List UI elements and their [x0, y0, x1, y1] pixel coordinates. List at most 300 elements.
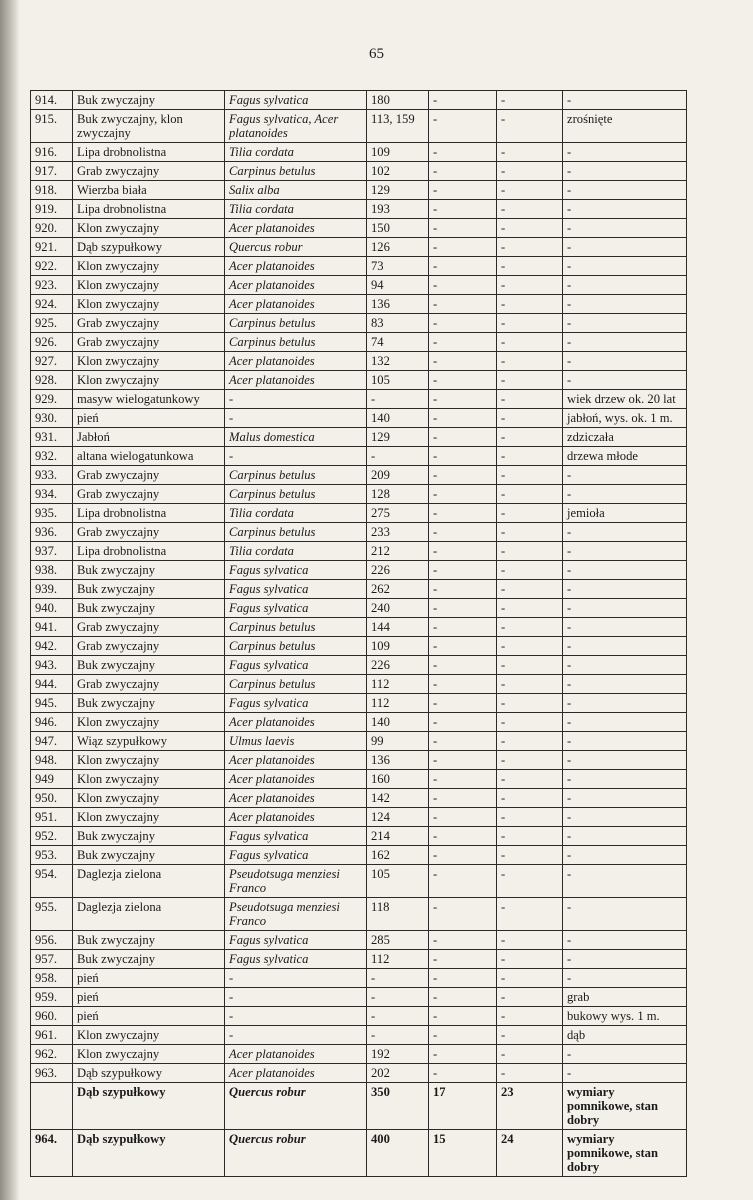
value-column-1: - — [429, 314, 497, 333]
remarks: - — [563, 580, 687, 599]
latin-name: Quercus robur — [225, 238, 367, 257]
table-row — [31, 969, 687, 988]
book-binding-shadow — [0, 0, 20, 1200]
value-column-1: - — [429, 950, 497, 969]
row-number: 952. — [31, 827, 73, 846]
value-column-2: - — [497, 950, 563, 969]
table-row — [31, 950, 687, 969]
row-number: 926. — [31, 333, 73, 352]
row-number: 916. — [31, 143, 73, 162]
circumference: 83 — [367, 314, 429, 333]
value-column-2: - — [497, 200, 563, 219]
latin-name: Acer platanoides — [225, 276, 367, 295]
value-column-2: - — [497, 143, 563, 162]
remarks: - — [563, 485, 687, 504]
value-column-2: - — [497, 694, 563, 713]
value-column-2: - — [497, 162, 563, 181]
row-number: 944. — [31, 675, 73, 694]
value-column-2: - — [497, 1045, 563, 1064]
species-name: Klon zwyczajny — [73, 770, 225, 789]
value-column-1: - — [429, 808, 497, 827]
row-number: 931. — [31, 428, 73, 447]
species-name: altana wielogatunkowa — [73, 447, 225, 466]
latin-name: Acer platanoides — [225, 789, 367, 808]
species-name: Grab zwyczajny — [73, 485, 225, 504]
value-column-1: - — [429, 352, 497, 371]
circumference: 202 — [367, 1064, 429, 1083]
value-column-2: - — [497, 865, 563, 898]
row-number: 938. — [31, 561, 73, 580]
value-column-1: - — [429, 110, 497, 143]
value-column-2: - — [497, 238, 563, 257]
circumference: 113, 159 — [367, 110, 429, 143]
remarks: - — [563, 751, 687, 770]
circumference: 74 — [367, 333, 429, 352]
species-name: masyw wielogatunkowy — [73, 390, 225, 409]
species-name: Klon zwyczajny — [73, 808, 225, 827]
row-number: 961. — [31, 1026, 73, 1045]
table-row — [31, 447, 687, 466]
species-name: Buk zwyczajny — [73, 931, 225, 950]
circumference: 112 — [367, 675, 429, 694]
remarks: - — [563, 732, 687, 751]
value-column-2: 24 — [497, 1130, 563, 1177]
row-number: 949 — [31, 770, 73, 789]
species-name: Lipa drobnolistna — [73, 143, 225, 162]
remarks: - — [563, 675, 687, 694]
species-name: Dąb szypułkowy — [73, 1083, 225, 1130]
row-number: 950. — [31, 789, 73, 808]
circumference: - — [367, 1007, 429, 1026]
value-column-1: - — [429, 238, 497, 257]
value-column-1: - — [429, 637, 497, 656]
species-name: Buk zwyczajny — [73, 694, 225, 713]
value-column-2: - — [497, 352, 563, 371]
species-name: Grab zwyczajny — [73, 618, 225, 637]
table-row — [31, 898, 687, 931]
value-column-1: - — [429, 580, 497, 599]
table-row — [31, 238, 687, 257]
species-name: Klon zwyczajny — [73, 219, 225, 238]
row-number: 947. — [31, 732, 73, 751]
species-name: Grab zwyczajny — [73, 675, 225, 694]
table-row — [31, 732, 687, 751]
table-row — [31, 200, 687, 219]
circumference: 226 — [367, 561, 429, 580]
value-column-1: - — [429, 219, 497, 238]
remarks: - — [563, 770, 687, 789]
latin-name: Fagus sylvatica — [225, 694, 367, 713]
table-row — [31, 931, 687, 950]
circumference: 275 — [367, 504, 429, 523]
value-column-2: - — [497, 181, 563, 200]
value-column-2: 23 — [497, 1083, 563, 1130]
remarks: - — [563, 162, 687, 181]
latin-name: Pseudotsuga menziesi Franco — [225, 898, 367, 931]
table-row — [31, 561, 687, 580]
value-column-2: - — [497, 580, 563, 599]
row-number: 962. — [31, 1045, 73, 1064]
table-row — [31, 371, 687, 390]
species-name: pień — [73, 988, 225, 1007]
row-number: 948. — [31, 751, 73, 770]
latin-name: Fagus sylvatica — [225, 846, 367, 865]
row-number: 957. — [31, 950, 73, 969]
species-name: Buk zwyczajny — [73, 561, 225, 580]
latin-name: Salix alba — [225, 181, 367, 200]
table-row — [31, 333, 687, 352]
tree-inventory-table — [30, 90, 687, 1177]
value-column-2: - — [497, 504, 563, 523]
value-column-2: - — [497, 1007, 563, 1026]
latin-name: Fagus sylvatica — [225, 599, 367, 618]
row-number: 928. — [31, 371, 73, 390]
row-number: 959. — [31, 988, 73, 1007]
remarks: wymiary pomnikowe, stan dobry — [563, 1083, 687, 1130]
table-row — [31, 143, 687, 162]
value-column-2: - — [497, 713, 563, 732]
remarks: - — [563, 314, 687, 333]
latin-name: - — [225, 390, 367, 409]
row-number: 918. — [31, 181, 73, 200]
remarks: - — [563, 561, 687, 580]
value-column-1: - — [429, 409, 497, 428]
value-column-1: - — [429, 390, 497, 409]
table-row — [31, 1083, 687, 1130]
value-column-2: - — [497, 732, 563, 751]
latin-name: Fagus sylvatica — [225, 931, 367, 950]
latin-name: Fagus sylvatica — [225, 91, 367, 110]
remarks: - — [563, 91, 687, 110]
species-name: Dąb szypułkowy — [73, 238, 225, 257]
remarks: - — [563, 827, 687, 846]
circumference: 180 — [367, 91, 429, 110]
value-column-2: - — [497, 751, 563, 770]
value-column-2: - — [497, 770, 563, 789]
table-row — [31, 181, 687, 200]
remarks: - — [563, 1064, 687, 1083]
value-column-2: - — [497, 846, 563, 865]
table-row — [31, 808, 687, 827]
value-column-2: - — [497, 523, 563, 542]
circumference: 400 — [367, 1130, 429, 1177]
latin-name: Fagus sylvatica — [225, 561, 367, 580]
value-column-1: 15 — [429, 1130, 497, 1177]
circumference: 136 — [367, 295, 429, 314]
latin-name: Acer platanoides — [225, 808, 367, 827]
circumference: 118 — [367, 898, 429, 931]
value-column-2: - — [497, 969, 563, 988]
remarks: drzewa młode — [563, 447, 687, 466]
value-column-2: - — [497, 466, 563, 485]
latin-name: Pseudotsuga menziesi Franco — [225, 865, 367, 898]
table-row — [31, 257, 687, 276]
latin-name: - — [225, 1026, 367, 1045]
value-column-2: - — [497, 675, 563, 694]
table-row — [31, 865, 687, 898]
remarks: - — [563, 656, 687, 675]
value-column-1: - — [429, 865, 497, 898]
remarks: - — [563, 846, 687, 865]
remarks: - — [563, 466, 687, 485]
remarks: - — [563, 276, 687, 295]
row-number: 940. — [31, 599, 73, 618]
latin-name: Ulmus laevis — [225, 732, 367, 751]
table-row — [31, 1045, 687, 1064]
circumference: 128 — [367, 485, 429, 504]
remarks: - — [563, 694, 687, 713]
species-name: Klon zwyczajny — [73, 1045, 225, 1064]
circumference: 150 — [367, 219, 429, 238]
table-row — [31, 91, 687, 110]
species-name: Buk zwyczajny, klon zwyczajny — [73, 110, 225, 143]
circumference: 105 — [367, 371, 429, 390]
value-column-1: - — [429, 428, 497, 447]
remarks: - — [563, 808, 687, 827]
species-name: pień — [73, 1007, 225, 1026]
row-number: 930. — [31, 409, 73, 428]
table-row — [31, 675, 687, 694]
value-column-1: - — [429, 656, 497, 675]
circumference: 124 — [367, 808, 429, 827]
table-row — [31, 523, 687, 542]
latin-name: Fagus sylvatica — [225, 827, 367, 846]
species-name: Lipa drobnolistna — [73, 200, 225, 219]
remarks: bukowy wys. 1 m. — [563, 1007, 687, 1026]
latin-name: Tilia cordata — [225, 200, 367, 219]
value-column-1: - — [429, 770, 497, 789]
value-column-1: - — [429, 732, 497, 751]
circumference: 129 — [367, 428, 429, 447]
table-row — [31, 276, 687, 295]
circumference: 132 — [367, 352, 429, 371]
value-column-1: - — [429, 276, 497, 295]
remarks: wiek drzew ok. 20 lat — [563, 390, 687, 409]
row-number: 953. — [31, 846, 73, 865]
species-name: Buk zwyczajny — [73, 656, 225, 675]
value-column-2: - — [497, 409, 563, 428]
row-number: 937. — [31, 542, 73, 561]
latin-name: Carpinus betulus — [225, 333, 367, 352]
table-row — [31, 694, 687, 713]
latin-name: Acer platanoides — [225, 295, 367, 314]
latin-name: Tilia cordata — [225, 504, 367, 523]
latin-name: Quercus robur — [225, 1130, 367, 1177]
circumference: - — [367, 988, 429, 1007]
table-row — [31, 162, 687, 181]
row-number: 935. — [31, 504, 73, 523]
circumference: 193 — [367, 200, 429, 219]
latin-name: Carpinus betulus — [225, 637, 367, 656]
species-name: Buk zwyczajny — [73, 91, 225, 110]
remarks: - — [563, 200, 687, 219]
remarks: - — [563, 599, 687, 618]
table-row — [31, 637, 687, 656]
value-column-2: - — [497, 257, 563, 276]
species-name: pień — [73, 969, 225, 988]
remarks: - — [563, 542, 687, 561]
species-name: Grab zwyczajny — [73, 466, 225, 485]
value-column-1: - — [429, 618, 497, 637]
value-column-2: - — [497, 898, 563, 931]
row-number: 917. — [31, 162, 73, 181]
remarks: - — [563, 950, 687, 969]
table-row — [31, 485, 687, 504]
value-column-1: - — [429, 162, 497, 181]
value-column-1: - — [429, 1007, 497, 1026]
circumference: 102 — [367, 162, 429, 181]
table-row — [31, 827, 687, 846]
value-column-1: - — [429, 751, 497, 770]
value-column-2: - — [497, 988, 563, 1007]
value-column-2: - — [497, 91, 563, 110]
circumference: 136 — [367, 751, 429, 770]
remarks: - — [563, 931, 687, 950]
table-row — [31, 110, 687, 143]
circumference: 233 — [367, 523, 429, 542]
value-column-1: - — [429, 181, 497, 200]
row-number: 951. — [31, 808, 73, 827]
species-name: Klon zwyczajny — [73, 257, 225, 276]
species-name: Buk zwyczajny — [73, 846, 225, 865]
value-column-1: - — [429, 257, 497, 276]
value-column-1: - — [429, 694, 497, 713]
species-name: Grab zwyczajny — [73, 333, 225, 352]
table-row — [31, 314, 687, 333]
species-name: Daglezja zielona — [73, 898, 225, 931]
value-column-1: - — [429, 713, 497, 732]
latin-name: Carpinus betulus — [225, 675, 367, 694]
latin-name: - — [225, 409, 367, 428]
circumference: - — [367, 390, 429, 409]
row-number: 919. — [31, 200, 73, 219]
remarks: - — [563, 898, 687, 931]
table-row — [31, 352, 687, 371]
circumference: 285 — [367, 931, 429, 950]
remarks: - — [563, 789, 687, 808]
value-column-1: - — [429, 827, 497, 846]
row-number: 956. — [31, 931, 73, 950]
row-number: 929. — [31, 390, 73, 409]
latin-name: Carpinus betulus — [225, 314, 367, 333]
latin-name: Carpinus betulus — [225, 466, 367, 485]
value-column-1: - — [429, 200, 497, 219]
latin-name: Acer platanoides — [225, 219, 367, 238]
remarks: dąb — [563, 1026, 687, 1045]
row-number: 914. — [31, 91, 73, 110]
remarks: jabłoń, wys. ok. 1 m. — [563, 409, 687, 428]
circumference: 112 — [367, 950, 429, 969]
remarks: wymiary pomnikowe, stan dobry — [563, 1130, 687, 1177]
latin-name: Carpinus betulus — [225, 162, 367, 181]
row-number: 960. — [31, 1007, 73, 1026]
value-column-1: - — [429, 333, 497, 352]
row-number: 925. — [31, 314, 73, 333]
circumference: 240 — [367, 599, 429, 618]
remarks: - — [563, 713, 687, 732]
species-name: Buk zwyczajny — [73, 827, 225, 846]
value-column-1: - — [429, 561, 497, 580]
circumference: 140 — [367, 409, 429, 428]
species-name: Grab zwyczajny — [73, 314, 225, 333]
row-number: 924. — [31, 295, 73, 314]
species-name: Klon zwyczajny — [73, 276, 225, 295]
circumference: 99 — [367, 732, 429, 751]
remarks: zdziczała — [563, 428, 687, 447]
value-column-1: - — [429, 504, 497, 523]
value-column-2: - — [497, 110, 563, 143]
species-name: Klon zwyczajny — [73, 1026, 225, 1045]
species-name: Grab zwyczajny — [73, 523, 225, 542]
latin-name: Acer platanoides — [225, 257, 367, 276]
species-name: Lipa drobnolistna — [73, 542, 225, 561]
latin-name: Acer platanoides — [225, 1045, 367, 1064]
circumference: 209 — [367, 466, 429, 485]
value-column-2: - — [497, 599, 563, 618]
remarks: grab — [563, 988, 687, 1007]
value-column-1: - — [429, 599, 497, 618]
species-name: Klon zwyczajny — [73, 751, 225, 770]
row-number: 922. — [31, 257, 73, 276]
row-number: 934. — [31, 485, 73, 504]
value-column-2: - — [497, 276, 563, 295]
remarks: - — [563, 181, 687, 200]
table-row — [31, 542, 687, 561]
latin-name: Fagus sylvatica — [225, 656, 367, 675]
table-row — [31, 1130, 687, 1177]
circumference: 192 — [367, 1045, 429, 1064]
latin-name: Acer platanoides — [225, 751, 367, 770]
remarks: - — [563, 295, 687, 314]
circumference: 140 — [367, 713, 429, 732]
latin-name: Acer platanoides — [225, 371, 367, 390]
circumference: 109 — [367, 143, 429, 162]
circumference: - — [367, 969, 429, 988]
remarks: - — [563, 371, 687, 390]
circumference: 73 — [367, 257, 429, 276]
row-number: 939. — [31, 580, 73, 599]
value-column-2: - — [497, 485, 563, 504]
table-row — [31, 580, 687, 599]
circumference: 126 — [367, 238, 429, 257]
value-column-2: - — [497, 390, 563, 409]
latin-name: - — [225, 447, 367, 466]
value-column-1: - — [429, 1045, 497, 1064]
value-column-2: - — [497, 333, 563, 352]
species-name: Jabłoń — [73, 428, 225, 447]
remarks: jemioła — [563, 504, 687, 523]
remarks: - — [563, 257, 687, 276]
value-column-1: - — [429, 447, 497, 466]
remarks: - — [563, 143, 687, 162]
remarks: - — [563, 618, 687, 637]
table-row — [31, 1064, 687, 1083]
latin-name: Tilia cordata — [225, 542, 367, 561]
species-name: Grab zwyczajny — [73, 162, 225, 181]
table-row — [31, 789, 687, 808]
remarks: - — [563, 219, 687, 238]
value-column-1: - — [429, 523, 497, 542]
species-name: Wiąz szypułkowy — [73, 732, 225, 751]
latin-name: Carpinus betulus — [225, 523, 367, 542]
value-column-1: - — [429, 898, 497, 931]
circumference: 262 — [367, 580, 429, 599]
value-column-1: - — [429, 931, 497, 950]
latin-name: Acer platanoides — [225, 713, 367, 732]
species-name: Daglezja zielona — [73, 865, 225, 898]
remarks: - — [563, 637, 687, 656]
value-column-2: - — [497, 618, 563, 637]
